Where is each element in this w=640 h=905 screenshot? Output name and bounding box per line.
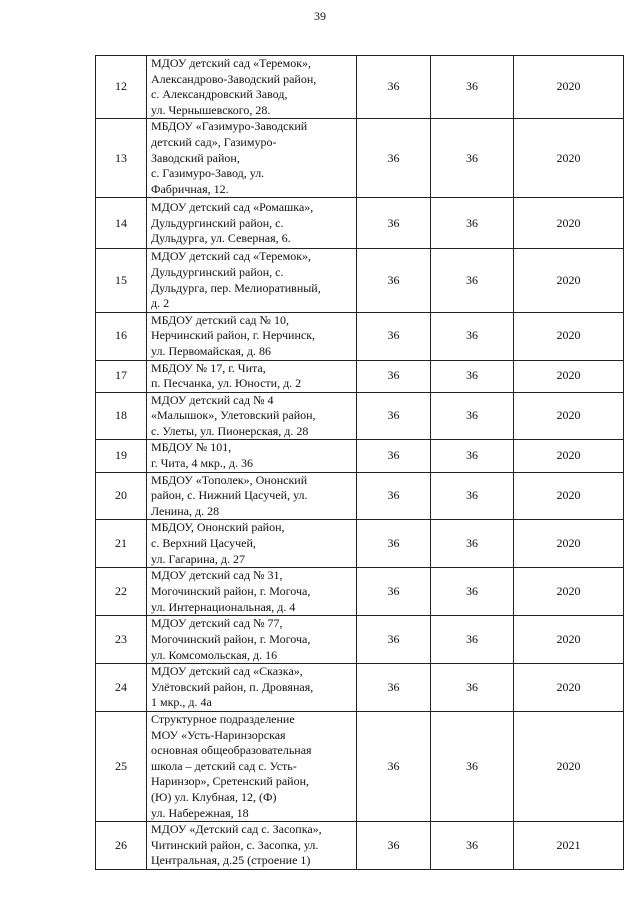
value-column-2: 36 [431, 119, 514, 198]
row-number: 24 [96, 664, 147, 712]
value-column-1: 36 [357, 249, 431, 312]
value-column-1: 36 [357, 392, 431, 440]
table-row [96, 249, 624, 312]
row-number: 21 [96, 520, 147, 568]
value-column-1: 36 [357, 664, 431, 712]
value-column-2: 36 [431, 712, 514, 822]
table-row [96, 472, 624, 520]
value-column-2: 36 [431, 249, 514, 312]
facility-description: МДОУ детский сад «Теремок», Дульдургинский район, с. Дульдурга, пер. Мелиоративный, д. 2 [147, 249, 357, 312]
facility-description: МДОУ детский сад № 77, Могочинский район, г. Могоча, ул. Комсомольская, д. 16 [147, 616, 357, 664]
year-cell: 2020 [514, 440, 624, 472]
row-number: 23 [96, 616, 147, 664]
table-row [96, 822, 624, 870]
facility-description: МБДОУ детский сад № 10, Нерчинский район, г. Нерчинск, ул. Первомайская, д. 86 [147, 312, 357, 360]
value-column-2: 36 [431, 822, 514, 870]
row-number: 15 [96, 249, 147, 312]
value-column-1: 36 [357, 472, 431, 520]
year-cell: 2020 [514, 56, 624, 119]
year-cell: 2021 [514, 822, 624, 870]
year-cell: 2020 [514, 312, 624, 360]
facility-description: МДОУ «Детский сад с. Засопка», Читинский район, с. Засопка, ул. Центральная, д.25 (строение 1) [147, 822, 357, 870]
row-number: 17 [96, 360, 147, 392]
facility-description: МБДОУ № 101, г. Чита, 4 мкр., д. 36 [147, 440, 357, 472]
value-column-1: 36 [357, 712, 431, 822]
facility-description: МБДОУ № 17, г. Чита, п. Песчанка, ул. Юности, д. 2 [147, 360, 357, 392]
row-number: 22 [96, 568, 147, 616]
row-number: 20 [96, 472, 147, 520]
value-column-2: 36 [431, 198, 514, 249]
row-number: 25 [96, 712, 147, 822]
value-column-2: 36 [431, 616, 514, 664]
table-row [96, 392, 624, 440]
table-row [96, 198, 624, 249]
facility-description: МДОУ детский сад «Ромашка», Дульдургинский район, с. Дульдурга, ул. Северная, 6. [147, 198, 357, 249]
value-column-2: 36 [431, 472, 514, 520]
value-column-2: 36 [431, 520, 514, 568]
row-number: 12 [96, 56, 147, 119]
facility-description: МБДОУ «Газимуро-Заводский детский сад», Газимуро- Заводский район, с. Газимуро-Завод, ул. Фабричная, 12. [147, 119, 357, 198]
value-column-1: 36 [357, 198, 431, 249]
facilities-table [95, 55, 624, 870]
year-cell: 2020 [514, 392, 624, 440]
value-column-2: 36 [431, 440, 514, 472]
year-cell: 2020 [514, 198, 624, 249]
table-row [96, 360, 624, 392]
value-column-1: 36 [357, 440, 431, 472]
value-column-1: 36 [357, 119, 431, 198]
year-cell: 2020 [514, 249, 624, 312]
row-number: 16 [96, 312, 147, 360]
table-row [96, 568, 624, 616]
table-row [96, 440, 624, 472]
year-cell: 2020 [514, 664, 624, 712]
facility-description: МДОУ детский сад «Теремок», Александрово-Заводский район, с. Александровский Завод, ул. Чернышевского, 28. [147, 56, 357, 119]
year-cell: 2020 [514, 712, 624, 822]
facility-description: Структурное подразделение МОУ «Усть-Наринзорская основная общеобразовательная школа – детский сад с. Усть- Наринзор», Сретенский район, (Ю) ул. Клубная, 12, (Ф) ул. Набережная, 18 [147, 712, 357, 822]
row-number: 18 [96, 392, 147, 440]
value-column-1: 36 [357, 360, 431, 392]
value-column-2: 36 [431, 56, 514, 119]
year-cell: 2020 [514, 360, 624, 392]
table-row [96, 664, 624, 712]
facility-description: МДОУ детский сад «Сказка», Улётовский район, п. Дровяная, 1 мкр., д. 4а [147, 664, 357, 712]
facility-description: МБДОУ «Тополек», Ононский район, с. Нижний Цасучей, ул. Ленина, д. 28 [147, 472, 357, 520]
facility-description: МБДОУ, Ононский район, с. Верхний Цасучей, ул. Гагарина, д. 27 [147, 520, 357, 568]
row-number: 13 [96, 119, 147, 198]
value-column-2: 36 [431, 568, 514, 616]
row-number: 26 [96, 822, 147, 870]
value-column-1: 36 [357, 822, 431, 870]
row-number: 19 [96, 440, 147, 472]
year-cell: 2020 [514, 520, 624, 568]
value-column-1: 36 [357, 56, 431, 119]
value-column-2: 36 [431, 312, 514, 360]
table-row [96, 520, 624, 568]
table-row [96, 712, 624, 822]
value-column-1: 36 [357, 616, 431, 664]
year-cell: 2020 [514, 119, 624, 198]
year-cell: 2020 [514, 616, 624, 664]
table-row [96, 119, 624, 198]
facility-description: МДОУ детский сад № 31, Могочинский район, г. Могоча, ул. Интернациональная, д. 4 [147, 568, 357, 616]
table-row [96, 312, 624, 360]
value-column-1: 36 [357, 520, 431, 568]
value-column-2: 36 [431, 360, 514, 392]
page-number: 39 [314, 9, 326, 23]
row-number: 14 [96, 198, 147, 249]
value-column-1: 36 [357, 568, 431, 616]
facility-description: МДОУ детский сад № 4 «Малышок», Улетовский район, с. Улеты, ул. Пионерская, д. 28 [147, 392, 357, 440]
value-column-2: 36 [431, 664, 514, 712]
year-cell: 2020 [514, 568, 624, 616]
table-row [96, 56, 624, 119]
table-row [96, 616, 624, 664]
year-cell: 2020 [514, 472, 624, 520]
value-column-2: 36 [431, 392, 514, 440]
value-column-1: 36 [357, 312, 431, 360]
